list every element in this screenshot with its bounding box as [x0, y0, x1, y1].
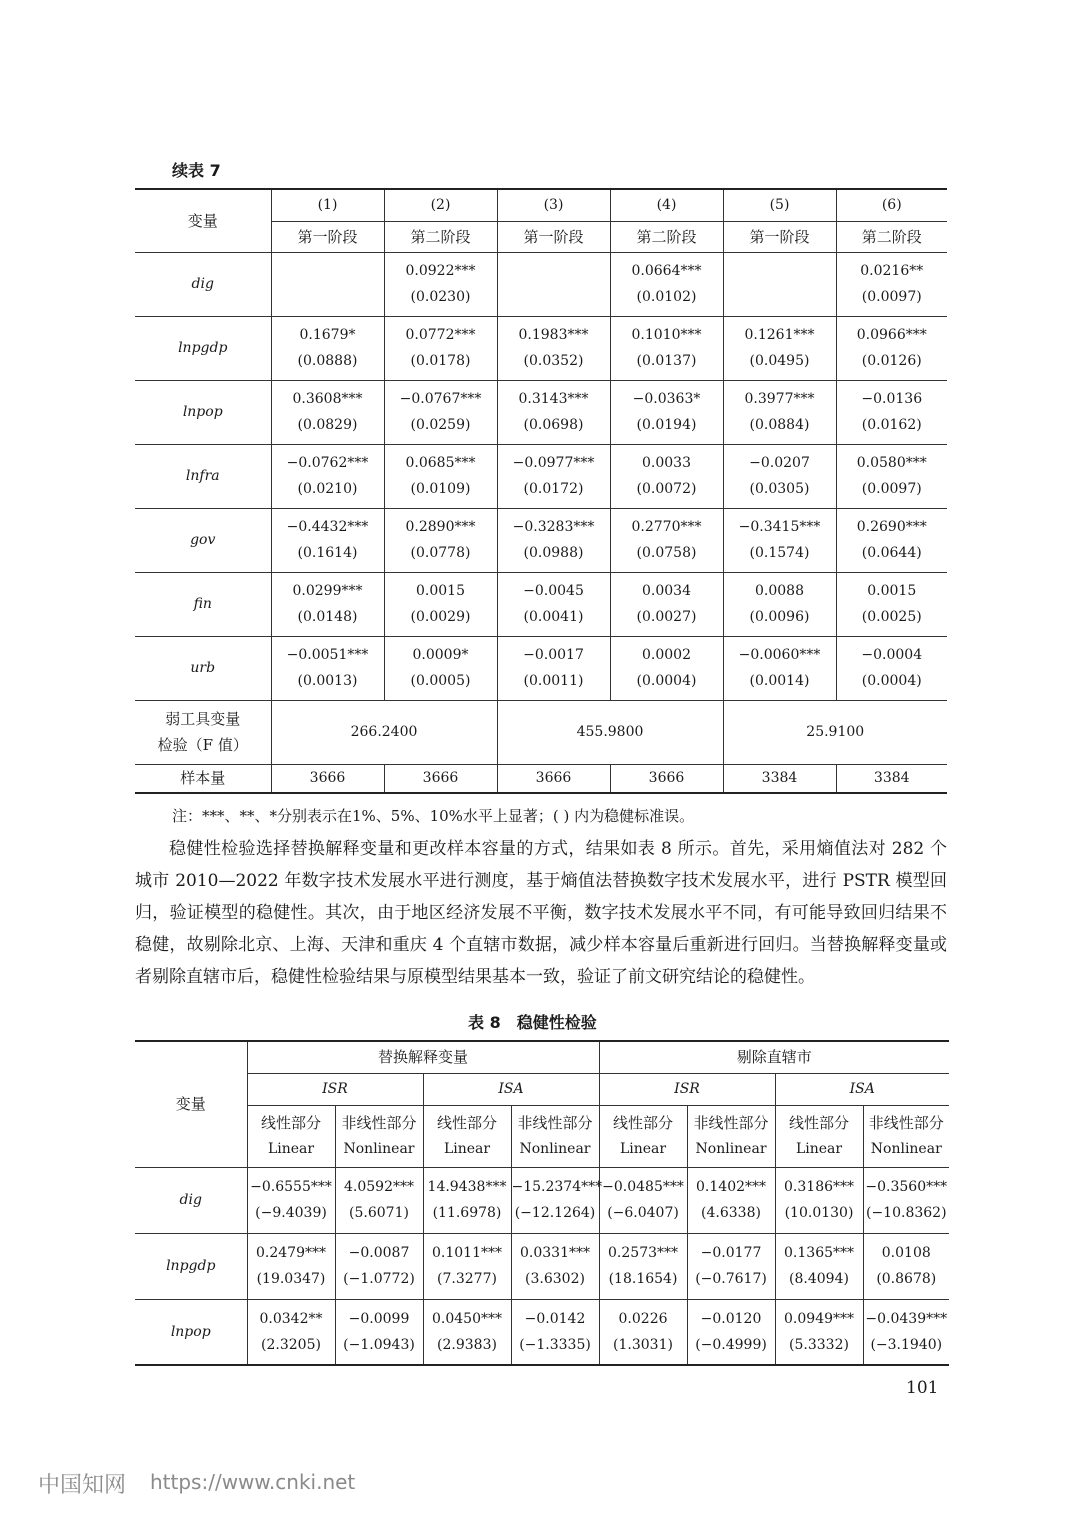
t-statistic: (19.0347) — [256, 1271, 326, 1287]
part-label-cn: 非线性部分 — [341, 1114, 417, 1132]
standard-error: (0.0097) — [861, 481, 922, 497]
sample-value: 3666 — [610, 764, 723, 793]
table-cell — [423, 1233, 511, 1299]
table-cell — [836, 380, 947, 444]
table-cell — [497, 316, 610, 380]
standard-error: (0.0778) — [410, 545, 471, 561]
part-label-en: Linear — [267, 1141, 315, 1157]
variable-name: fin — [135, 572, 271, 636]
col-num: (1) — [271, 189, 384, 221]
t-statistic: (2.9383) — [437, 1336, 497, 1353]
t-statistic: (3.6302) — [525, 1271, 585, 1287]
table-cell — [863, 1233, 949, 1299]
standard-error: (0.0011) — [523, 673, 584, 689]
coefficient: −0.0363* — [632, 391, 701, 407]
table-row — [135, 636, 947, 700]
table-cell — [610, 508, 723, 572]
standard-error: (0.0172) — [523, 481, 584, 497]
table-cell — [836, 636, 947, 700]
coefficient: 0.0685*** — [405, 455, 476, 471]
table-cell — [511, 1299, 599, 1365]
coefficient: 0.1010*** — [631, 327, 702, 343]
coefficient: 0.1983*** — [518, 327, 589, 343]
part-label-en: Nonlinear — [519, 1141, 591, 1157]
part-header — [775, 1105, 863, 1167]
coefficient: 0.0342** — [259, 1310, 323, 1327]
coefficient: 0.0226 — [618, 1310, 668, 1327]
table-cell — [384, 444, 497, 508]
part-label-en: Nonlinear — [343, 1141, 415, 1157]
table-cell — [836, 572, 947, 636]
table-cell — [335, 1233, 423, 1299]
t-statistic: (−12.1264) — [514, 1205, 596, 1221]
coefficient: 14.9438*** — [427, 1179, 507, 1195]
table-cell — [599, 1299, 687, 1365]
standard-error: (0.0698) — [523, 417, 584, 433]
standard-error: (0.0072) — [636, 481, 697, 497]
standard-error: (0.0004) — [861, 673, 922, 689]
variable-name: gov — [135, 508, 271, 572]
watermark-url: https://www.cnki.net — [150, 1470, 356, 1494]
variable-name: dig — [135, 252, 271, 316]
table-cell — [836, 508, 947, 572]
coefficient: 0.0034 — [642, 583, 691, 599]
coefficient: 0.1261*** — [744, 327, 815, 343]
t-statistic: (7.3277) — [437, 1271, 497, 1287]
t-statistic: (−9.4039) — [255, 1205, 327, 1221]
coefficient: 0.0772*** — [405, 327, 476, 343]
table-cell — [497, 252, 610, 316]
table-cell — [511, 1233, 599, 1299]
table-cell — [335, 1299, 423, 1365]
weak-iv-label — [135, 700, 271, 764]
variable-name: lnpop — [135, 380, 271, 444]
t-statistic: (5.3332) — [789, 1336, 849, 1353]
coefficient: −0.0136 — [861, 391, 923, 407]
t-statistic: (−1.3335) — [519, 1336, 591, 1353]
coefficient: 0.0580*** — [856, 455, 927, 471]
part-header — [511, 1105, 599, 1167]
weak-iv-value: 455.9800 — [497, 700, 723, 764]
coefficient: 0.2573*** — [608, 1245, 679, 1261]
t-statistic: (−0.7617) — [695, 1271, 767, 1287]
coefficient: 0.0002 — [642, 647, 691, 663]
coefficient: −0.0060*** — [738, 647, 821, 663]
table-row — [135, 1299, 949, 1365]
t-statistic: (0.8678) — [876, 1271, 937, 1287]
stage-label: 第一阶段 — [723, 221, 836, 252]
standard-error: (0.0005) — [410, 673, 471, 689]
standard-error: (0.0027) — [636, 609, 697, 625]
sample-value: 3666 — [384, 764, 497, 793]
page-number: 101 — [906, 1378, 939, 1398]
standard-error: (0.0025) — [861, 609, 922, 625]
var-header: 变量 — [135, 189, 271, 252]
coefficient: −0.0120 — [700, 1310, 762, 1327]
standard-error: (0.0259) — [410, 417, 471, 433]
col-num: (4) — [610, 189, 723, 221]
variable-name: lnpop — [135, 1299, 247, 1365]
standard-error: (0.0137) — [636, 353, 697, 369]
part-header — [863, 1105, 949, 1167]
coefficient: 0.0033 — [642, 455, 691, 471]
subgroup-header: ISR — [599, 1073, 775, 1105]
part-header — [687, 1105, 775, 1167]
table-cell — [384, 252, 497, 316]
table-cell — [863, 1167, 949, 1233]
table-cell — [423, 1299, 511, 1365]
table-cell — [723, 252, 836, 316]
weak-iv-label-2: 检验（F 值） — [157, 736, 248, 754]
table-cell — [271, 252, 384, 316]
stage-label: 第一阶段 — [271, 221, 384, 252]
weak-iv-value: 266.2400 — [271, 700, 497, 764]
table-row — [135, 508, 947, 572]
t-statistic: (11.6978) — [432, 1205, 502, 1221]
standard-error: (0.0004) — [636, 673, 697, 689]
weak-iv-label-1: 弱工具变量 — [165, 710, 241, 728]
t-statistic: (10.0130) — [784, 1205, 854, 1221]
coefficient: −0.6555*** — [250, 1179, 332, 1195]
table7-note: 注：***、**、*分别表示在1%、5%、10%水平上显著；( ) 内为稳健标准误。 — [172, 807, 695, 825]
table-cell — [610, 444, 723, 508]
coefficient: 0.0664*** — [631, 263, 702, 279]
group-header-exclude: 剔除直辖市 — [599, 1041, 949, 1073]
coefficient: −0.0017 — [523, 647, 584, 663]
sample-value: 3384 — [723, 764, 836, 793]
coefficient: −0.0004 — [861, 647, 923, 663]
table-cell — [271, 444, 384, 508]
paragraph-text: 稳健性检验选择替换解释变量和更改样本容量的方式，结果如表 8 所示。首先，采用熵值法对 282 个城市 2010—2022 年数字技术发展水平进行测度，基于熵值法替换数字技术发展水平，进行 PSTR 模型回归，验证模型的稳健性。其次，由于地区经济发展不平衡，数字技术发展水平不同，有可能导致回归结果不稳健，故剔除北京、上海、天津和重庆 4 个直辖市数据，减少样本容量后重新进行回归。当替换解释变量或者剔除直辖市后，稳健性检验结果与原模型结果基本一致，验证了前文研究结论的稳健性。 — [135, 839, 947, 987]
stage-label: 第二阶段 — [384, 221, 497, 252]
col-num: (2) — [384, 189, 497, 221]
coefficient: 0.0015 — [867, 583, 917, 599]
coefficient: 0.3186*** — [784, 1179, 855, 1195]
t-statistic: (4.6338) — [701, 1205, 761, 1221]
table-cell — [271, 572, 384, 636]
table-row — [135, 316, 947, 380]
coefficient: 0.1679* — [299, 327, 356, 343]
coefficient: 0.0009* — [412, 647, 469, 663]
standard-error: (0.0210) — [297, 481, 358, 497]
t-statistic: (1.3031) — [613, 1336, 673, 1353]
coefficient: −0.0045 — [523, 583, 584, 599]
coefficient: 0.0299*** — [292, 583, 363, 599]
coefficient: 0.1365*** — [784, 1245, 855, 1261]
group-header-replace: 替换解释变量 — [247, 1041, 599, 1073]
coefficient: 0.3608*** — [292, 391, 363, 407]
variable-name: lnpgdp — [135, 316, 271, 380]
table-cell — [247, 1299, 335, 1365]
table-row — [135, 1167, 949, 1233]
table-cell — [775, 1167, 863, 1233]
coefficient: 0.1011*** — [432, 1245, 502, 1261]
part-label-en: Nonlinear — [695, 1141, 767, 1157]
table-cell — [271, 508, 384, 572]
part-header — [247, 1105, 335, 1167]
table-cell — [423, 1167, 511, 1233]
table-cell — [687, 1167, 775, 1233]
t-statistic: (−1.0772) — [343, 1271, 415, 1287]
table-cell — [599, 1233, 687, 1299]
table-cell — [610, 572, 723, 636]
coefficient: −0.0439*** — [865, 1310, 948, 1327]
standard-error: (0.0495) — [749, 353, 810, 369]
standard-error: (0.1614) — [297, 545, 358, 561]
t-statistic: (−1.0943) — [343, 1336, 415, 1353]
coefficient: 0.0331*** — [520, 1245, 590, 1261]
standard-error: (0.0126) — [861, 353, 922, 369]
coefficient: −0.0977*** — [512, 455, 595, 471]
table-cell — [384, 572, 497, 636]
variable-name: lnfra — [135, 444, 271, 508]
part-label-cn: 线性部分 — [260, 1114, 321, 1132]
table-cell — [384, 316, 497, 380]
coefficient: 0.0088 — [755, 583, 804, 599]
table-cell — [384, 380, 497, 444]
table-cell — [247, 1233, 335, 1299]
standard-error: (0.0888) — [297, 353, 358, 369]
standard-error: (0.0829) — [297, 417, 358, 433]
weak-iv-value: 25.9100 — [723, 700, 947, 764]
sample-label: 样本量 — [135, 764, 271, 793]
stage-label: 第二阶段 — [836, 221, 947, 252]
table-7 — [135, 188, 947, 794]
coefficient: 0.3143*** — [518, 391, 589, 407]
t-statistic: (5.6071) — [349, 1205, 409, 1221]
coefficient: −0.3560*** — [865, 1179, 948, 1195]
table-cell — [687, 1233, 775, 1299]
table-cell — [610, 252, 723, 316]
table-cell — [723, 508, 836, 572]
part-label-cn: 线性部分 — [436, 1114, 497, 1132]
table-row — [135, 444, 947, 508]
variable-name: dig — [135, 1167, 247, 1233]
col-num: (3) — [497, 189, 610, 221]
coefficient: 0.2690*** — [856, 519, 927, 535]
standard-error: (0.0097) — [861, 289, 922, 305]
coefficient: −0.3283*** — [512, 519, 595, 535]
standard-error: (0.0178) — [410, 353, 471, 369]
table-cell — [384, 636, 497, 700]
coefficient: 0.1402*** — [696, 1179, 767, 1195]
standard-error: (0.1574) — [749, 545, 810, 561]
standard-error: (0.0194) — [636, 417, 697, 433]
watermark-logo-text: 中国知网 — [38, 1473, 127, 1498]
table8-caption: 表 8 稳健性检验 — [468, 1013, 597, 1032]
table-cell — [599, 1167, 687, 1233]
table-cell — [497, 572, 610, 636]
stage-label: 第二阶段 — [610, 221, 723, 252]
coefficient: −0.0087 — [348, 1245, 410, 1261]
table7-caption: 续表 7 — [172, 161, 221, 180]
standard-error: (0.0148) — [297, 609, 358, 625]
table-cell — [497, 444, 610, 508]
part-label-cn: 非线性部分 — [868, 1114, 944, 1132]
t-statistic: (−3.1940) — [870, 1336, 943, 1353]
t-statistic: (18.1654) — [608, 1271, 678, 1287]
part-header — [335, 1105, 423, 1167]
table-cell — [247, 1167, 335, 1233]
part-label-en: Linear — [619, 1141, 667, 1157]
coefficient: −0.0142 — [524, 1310, 586, 1327]
table-row — [135, 380, 947, 444]
standard-error: (0.0644) — [861, 545, 922, 561]
table-cell — [271, 316, 384, 380]
part-label-cn: 非线性部分 — [693, 1114, 769, 1132]
coefficient: −0.4432*** — [286, 519, 369, 535]
stage-label: 第一阶段 — [497, 221, 610, 252]
coefficient: −15.2374*** — [511, 1179, 603, 1195]
table-cell — [610, 316, 723, 380]
table-cell — [775, 1299, 863, 1365]
table-cell — [836, 316, 947, 380]
part-label-cn: 线性部分 — [613, 1114, 674, 1132]
table-cell — [687, 1299, 775, 1365]
standard-error: (0.0029) — [410, 609, 471, 625]
table-cell — [497, 380, 610, 444]
standard-error: (0.0109) — [410, 481, 471, 497]
table-cell — [610, 380, 723, 444]
coefficient: 0.0015 — [416, 583, 465, 599]
part-header — [599, 1105, 687, 1167]
part-header — [423, 1105, 511, 1167]
var-header: 变量 — [135, 1041, 247, 1167]
table-cell — [836, 252, 947, 316]
coefficient: 0.0216** — [860, 263, 924, 279]
t-statistic: (−10.8362) — [865, 1205, 947, 1221]
table-8 — [135, 1040, 949, 1366]
table-cell — [497, 508, 610, 572]
coefficient: −0.0762*** — [286, 455, 369, 471]
col-num: (6) — [836, 189, 947, 221]
table-cell — [335, 1167, 423, 1233]
standard-error: (0.0884) — [749, 417, 810, 433]
coefficient: 0.2479*** — [256, 1245, 326, 1261]
sample-value: 3384 — [836, 764, 947, 793]
variable-name: lnpgdp — [135, 1233, 247, 1299]
t-statistic: (−6.0407) — [607, 1205, 679, 1221]
coefficient: −0.3415*** — [738, 519, 821, 535]
coefficient: 0.0450*** — [432, 1310, 502, 1327]
table-row — [135, 572, 947, 636]
table-cell — [271, 380, 384, 444]
coefficient: 0.3977*** — [744, 391, 815, 407]
body-paragraph — [135, 833, 947, 993]
table-row — [135, 1233, 949, 1299]
standard-error: (0.0041) — [523, 609, 584, 625]
standard-error: (0.0305) — [749, 481, 810, 497]
table-cell — [723, 380, 836, 444]
coefficient: −0.0177 — [700, 1245, 762, 1261]
col-num: (5) — [723, 189, 836, 221]
coefficient: −0.0099 — [348, 1310, 410, 1327]
standard-error: (0.0013) — [297, 673, 358, 689]
standard-error: (0.0988) — [523, 545, 584, 561]
standard-error: (0.0162) — [861, 417, 922, 433]
t-statistic: (−0.4999) — [695, 1336, 767, 1353]
table-cell — [497, 636, 610, 700]
t-statistic: (2.3205) — [261, 1336, 321, 1353]
table-cell — [723, 636, 836, 700]
coefficient: 0.0966*** — [856, 327, 927, 343]
table-cell — [723, 316, 836, 380]
coefficient: 4.0592*** — [344, 1179, 414, 1195]
coefficient: 0.0108 — [881, 1245, 931, 1261]
t-statistic: (8.4094) — [789, 1271, 849, 1287]
coefficient: 0.2890*** — [405, 519, 476, 535]
sample-value: 3666 — [497, 764, 610, 793]
table-cell — [271, 636, 384, 700]
coefficient: 0.0949*** — [784, 1310, 855, 1327]
table-cell — [723, 444, 836, 508]
standard-error: (0.0230) — [410, 289, 471, 305]
subgroup-header: ISR — [247, 1073, 423, 1105]
coefficient: 0.2770*** — [631, 519, 702, 535]
subgroup-header: ISA — [775, 1073, 949, 1105]
coefficient: −0.0207 — [749, 455, 810, 471]
standard-error: (0.0096) — [749, 609, 810, 625]
variable-name: urb — [135, 636, 271, 700]
table-cell — [775, 1233, 863, 1299]
sample-value: 3666 — [271, 764, 384, 793]
table-cell — [723, 572, 836, 636]
part-label-en: Linear — [443, 1141, 491, 1157]
standard-error: (0.0352) — [523, 353, 584, 369]
coefficient: 0.0922*** — [405, 263, 476, 279]
part-label-cn: 线性部分 — [789, 1114, 850, 1132]
table-cell — [863, 1299, 949, 1365]
table-cell — [511, 1167, 603, 1233]
table-cell — [384, 508, 497, 572]
standard-error: (0.0014) — [749, 673, 810, 689]
subgroup-header: ISA — [423, 1073, 599, 1105]
coefficient: −0.0767*** — [399, 391, 482, 407]
part-label-cn: 非线性部分 — [517, 1114, 593, 1132]
part-label-en: Linear — [795, 1141, 843, 1157]
coefficient: −0.0051*** — [286, 647, 369, 663]
table-cell — [836, 444, 947, 508]
table-cell — [610, 636, 723, 700]
part-label-en: Nonlinear — [870, 1141, 942, 1157]
table-row — [135, 252, 947, 316]
standard-error: (0.0758) — [636, 545, 697, 561]
coefficient: −0.0485*** — [602, 1179, 684, 1195]
standard-error: (0.0102) — [636, 289, 697, 305]
